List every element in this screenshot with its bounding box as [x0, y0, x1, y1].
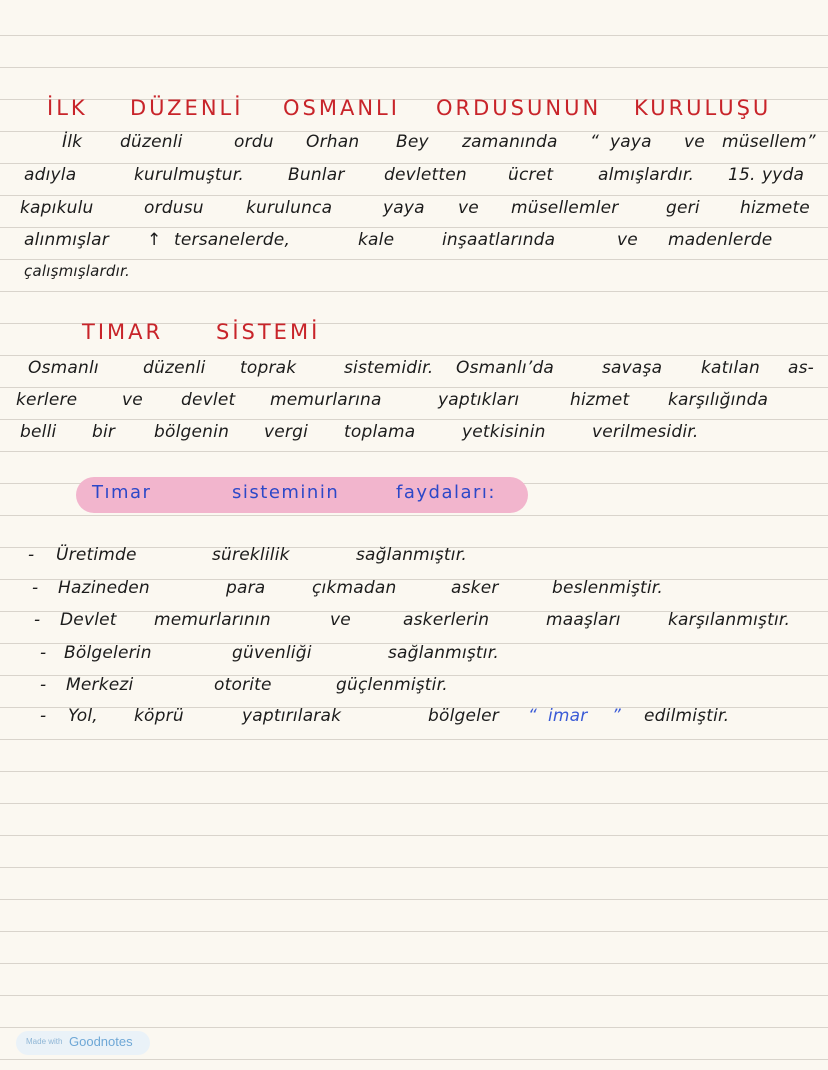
word: Bey — [396, 132, 429, 152]
word: sağlanmıştır. — [356, 545, 467, 565]
word: müsellem” — [722, 132, 816, 152]
word: ordusu — [144, 198, 204, 218]
benefits-heading-word: Tımar — [92, 482, 152, 503]
word: kerlere — [16, 390, 78, 410]
word: toprak — [240, 358, 297, 378]
word: zamanında — [462, 132, 558, 152]
badge-made-with: Made with — [26, 1037, 63, 1046]
word: maaşları — [546, 610, 621, 630]
list-dash: - — [28, 545, 35, 565]
heading-word: ORDUSUNUN — [436, 96, 602, 120]
word: Bölgelerin — [64, 643, 152, 663]
word: Bunlar — [288, 165, 345, 185]
word: memurlarının — [154, 610, 271, 630]
word: ve — [458, 198, 479, 218]
word: ” — [612, 706, 622, 726]
list-dash: - — [40, 643, 47, 663]
word: belli — [20, 422, 57, 442]
word: ordu — [234, 132, 274, 152]
word: madenlerde — [668, 230, 773, 250]
word: yaptıkları — [438, 390, 520, 410]
word: kale — [358, 230, 395, 250]
word: “ — [528, 706, 538, 726]
word: ve — [684, 132, 705, 152]
word: güvenliği — [232, 643, 312, 663]
word: kurulmuştur. — [134, 165, 244, 185]
word: ve — [617, 230, 638, 250]
word: ücret — [508, 165, 554, 185]
word: kurulunca — [246, 198, 333, 218]
word: adıyla — [24, 165, 77, 185]
word: yyda — [762, 165, 805, 185]
word: bir — [92, 422, 116, 442]
word: hizmete — [740, 198, 810, 218]
list-dash: - — [40, 675, 47, 695]
list-dash: - — [32, 578, 39, 598]
word: ↑ — [147, 230, 162, 250]
word: Osmanlı — [28, 358, 99, 378]
word: tersanelerde, — [174, 230, 291, 250]
word: inşaatlarında — [442, 230, 556, 250]
word: karşılığında — [668, 390, 769, 410]
word: Devlet — [60, 610, 117, 630]
word: memurlarına — [270, 390, 382, 410]
word: köprü — [134, 706, 184, 726]
heading-word: DÜZENLİ — [130, 96, 244, 120]
word: verilmesidir. — [592, 422, 699, 442]
word: kapıkulu — [20, 198, 94, 218]
word: Merkezi — [66, 675, 134, 695]
word: vergi — [264, 422, 309, 442]
benefits-heading-word: sisteminin — [232, 482, 340, 503]
word: karşılanmıştır. — [668, 610, 791, 630]
word: “ — [590, 132, 600, 152]
word: çalışmışlardır. — [24, 262, 130, 280]
word: katılan — [701, 358, 760, 378]
word: almışlardır. — [598, 165, 695, 185]
list-dash: - — [40, 706, 47, 726]
heading-word: İLK — [47, 96, 88, 120]
heading-word: SİSTEMİ — [216, 320, 321, 344]
word: güçlenmiştir. — [336, 675, 448, 695]
word: yaya — [610, 132, 652, 152]
word: geri — [666, 198, 700, 218]
word: yaptırılarak — [242, 706, 342, 726]
word: düzenli — [143, 358, 206, 378]
word: 15. — [728, 165, 756, 185]
word: asker — [451, 578, 499, 598]
word: süreklilik — [212, 545, 290, 565]
badge-brand: Goodnotes — [69, 1034, 133, 1049]
word: sistemidir. — [344, 358, 434, 378]
word: İlk — [62, 132, 83, 152]
word: ve — [122, 390, 143, 410]
word: devlet — [181, 390, 236, 410]
word: düzenli — [120, 132, 183, 152]
word: Orhan — [306, 132, 360, 152]
word: çıkmadan — [312, 578, 397, 598]
heading-word: TIMAR — [82, 320, 164, 344]
heading-word: KURULUŞU — [634, 96, 772, 120]
list-dash: - — [34, 610, 41, 630]
word: toplama — [344, 422, 416, 442]
word: otorite — [214, 675, 272, 695]
word: ve — [330, 610, 351, 630]
word: Üretimde — [56, 545, 137, 565]
word: Osmanlı’da — [456, 358, 555, 378]
word: hizmet — [570, 390, 630, 410]
word: edilmiştir. — [644, 706, 730, 726]
word: devletten — [384, 165, 467, 185]
word: as- — [788, 358, 815, 378]
word: yaya — [383, 198, 425, 218]
heading-word: OSMANLI — [283, 96, 400, 120]
word: para — [226, 578, 266, 598]
word: beslenmiştir. — [552, 578, 664, 598]
word: sağlanmıştır. — [388, 643, 499, 663]
word: alınmışlar — [24, 230, 109, 250]
word: bölgenin — [154, 422, 230, 442]
word: Yol, — [68, 706, 98, 726]
word: askerlerin — [403, 610, 490, 630]
word: müsellemler — [511, 198, 619, 218]
word: savaşa — [602, 358, 663, 378]
benefits-heading-word: faydaları: — [396, 482, 496, 503]
word: imar — [548, 706, 588, 726]
word: yetkisinin — [462, 422, 546, 442]
word: Hazineden — [58, 578, 150, 598]
word: bölgeler — [428, 706, 499, 726]
